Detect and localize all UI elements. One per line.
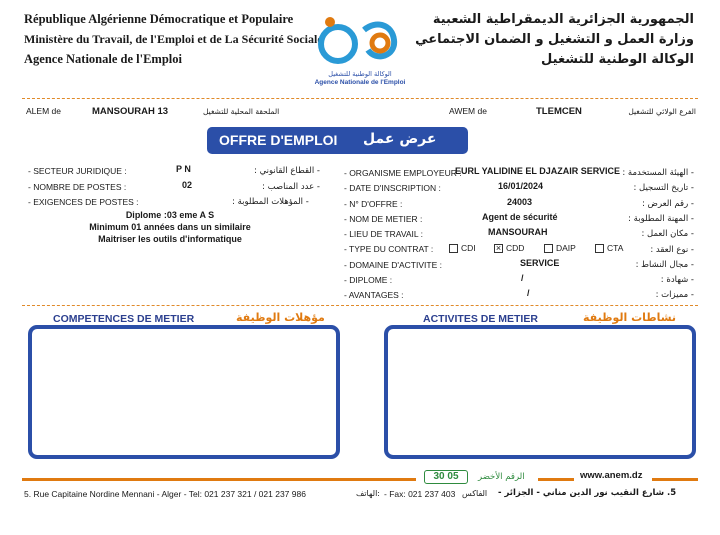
alem-ar-label: الملحقة المحلية للتشغيل [203, 107, 280, 116]
secteur-label: - SECTEUR JURIDIQUE : [28, 166, 127, 176]
header-ar-agency: الوكالة الوطنية للتشغيل [541, 52, 694, 67]
alem-label: ALEM de [26, 106, 61, 116]
exigences-label: - EXIGENCES DE POSTES : [28, 197, 139, 207]
awem-value: TLEMCEN [536, 106, 582, 117]
header-fr-ministry: Ministère du Travail, de l'Emploi et de La Sécurité Sociale [24, 32, 323, 46]
diplome-value: / [521, 273, 524, 283]
footer-orange-bar-mid [538, 478, 574, 481]
website-link[interactable]: www.anem.dz [580, 470, 643, 481]
cdd-label: CDD [506, 243, 525, 253]
footer-phone-ar: :الهاتف [356, 489, 380, 498]
activites-panel[interactable] [384, 325, 696, 459]
header-fr-republic: République Algérienne Démocratique et Populaire [24, 12, 294, 26]
secteur-value: P N [176, 164, 191, 174]
organisme-label: - ORGANISME EMPLOYEUR : [344, 168, 462, 178]
daip-checkbox[interactable] [544, 244, 553, 253]
logo-ar-text: الوكالة الوطنية للتشغيل [328, 70, 392, 78]
title-banner [207, 127, 468, 154]
postes-ar-label: - عدد المناصب : [262, 182, 320, 192]
metier-value: Agent de sécurité [482, 212, 558, 222]
mid-separator [22, 305, 698, 306]
avantages-ar-label: - مميزات : [655, 290, 694, 300]
anem-logo-icon [312, 10, 408, 72]
organisme-ar-label: - الهيئة المستخدمة : [622, 168, 694, 178]
secteur-ar-label: - القطاع القانوني : [254, 166, 320, 176]
footer-orange-bar-right [652, 478, 698, 481]
competences-panel[interactable] [28, 325, 340, 459]
metier-ar-label: - المهنة المطلوبة : [628, 214, 694, 224]
contrat-label: - TYPE DU CONTRAT : [344, 244, 434, 254]
lieu-label: - LIEU DE TRAVAIL : [344, 229, 424, 239]
header-ar-ministry: وزارة العمل و التشغيل و الضمان الاجتماعي [415, 32, 694, 47]
exigence-line-1: Diplome :03 eme A S [125, 210, 215, 220]
footer-address-fr: 5. Rue Capitaine Nordine Mennani - Alger - Tel: 021 237 321 / 021 237 986 [24, 489, 306, 499]
num-offre-label: - N° D'OFFRE : [344, 199, 403, 209]
footer-address-ar: 5. شارع النقيب نور الدين مناني - الجزائر - [498, 488, 677, 498]
green-number-ar: الرقم الأخضر [478, 472, 525, 482]
footer-fax-ar: الفاكس [462, 489, 488, 498]
logo-fr-text: Agence Nationale de l'Emploi [314, 79, 406, 86]
awem-label: AWEM de [449, 106, 487, 116]
cdd-checkbox[interactable]: × [495, 243, 502, 253]
postes-label: - NOMBRE DE POSTES : [28, 182, 127, 192]
alem-value: MANSOURAH 13 [92, 106, 169, 117]
activites-title-ar: نشاطات الوظيفة [583, 311, 677, 324]
footer-fax: - Fax: 021 237 403 [384, 489, 456, 499]
num-offre-ar-label: - رقم العرض : [642, 199, 694, 209]
title-fr: OFFRE D'EMPLOI [219, 132, 338, 148]
header-fr-agency: Agence Nationale de l'Emploi [24, 52, 182, 66]
avantages-value: / [527, 288, 530, 298]
cta-label: CTA [607, 243, 624, 253]
num-offre-value: 24003 [507, 197, 533, 207]
title-ar: عرض عمل [363, 131, 437, 147]
green-number-badge: 30 05 [424, 470, 468, 484]
date-value: 16/01/2024 [498, 181, 544, 191]
header-ar-republic: الجمهورية الجزائرية الديمقراطية الشعبية [432, 12, 694, 27]
exigence-line-3: Maitriser les outils d'informatique [98, 234, 242, 244]
avantages-label: - AVANTAGES : [344, 290, 404, 300]
diplome-ar-label: - شهادة : [660, 275, 694, 285]
awem-ar-label: الفرع الولائي للتشغيل [628, 107, 696, 116]
contrat-ar-label: - نوع العقد : [650, 245, 694, 255]
exigence-line-2: Minimum 01 années dans un similaire [89, 222, 251, 232]
cta-checkbox[interactable] [595, 244, 604, 253]
organisme-value: EURL YALIDINE EL DJAZAIR SERVICE [455, 166, 621, 176]
daip-label: DAIP [556, 243, 576, 253]
top-separator [22, 98, 698, 99]
diplome-label: - DIPLOME : [344, 275, 393, 285]
postes-value: 02 [182, 180, 193, 190]
lieu-ar-label: - مكان العمل : [641, 229, 694, 239]
exigences-ar-label: - المؤهلات المطلوبة : [232, 197, 309, 207]
lieu-value: MANSOURAH [488, 227, 548, 237]
cdi-label: CDI [461, 243, 476, 253]
anem-logo [312, 10, 408, 90]
domaine-label: - DOMAINE D'ACTIVITE : [344, 260, 442, 270]
activites-title-fr: ACTIVITES DE METIER [423, 313, 538, 325]
date-label: - DATE D'INSCRIPTION : [344, 183, 441, 193]
domaine-ar-label: - مجال النشاط : [635, 260, 694, 270]
cdi-checkbox[interactable] [449, 244, 458, 253]
competences-title-ar: مؤهلات الوظيفة [236, 311, 325, 324]
date-ar-label: - تاريخ التسجيل : [633, 183, 694, 193]
footer-orange-bar-left [22, 478, 416, 481]
competences-title-fr: COMPETENCES DE METIER [53, 313, 195, 325]
domaine-value: SERVICE [520, 258, 560, 268]
metier-label: - NOM DE METIER : [344, 214, 423, 224]
